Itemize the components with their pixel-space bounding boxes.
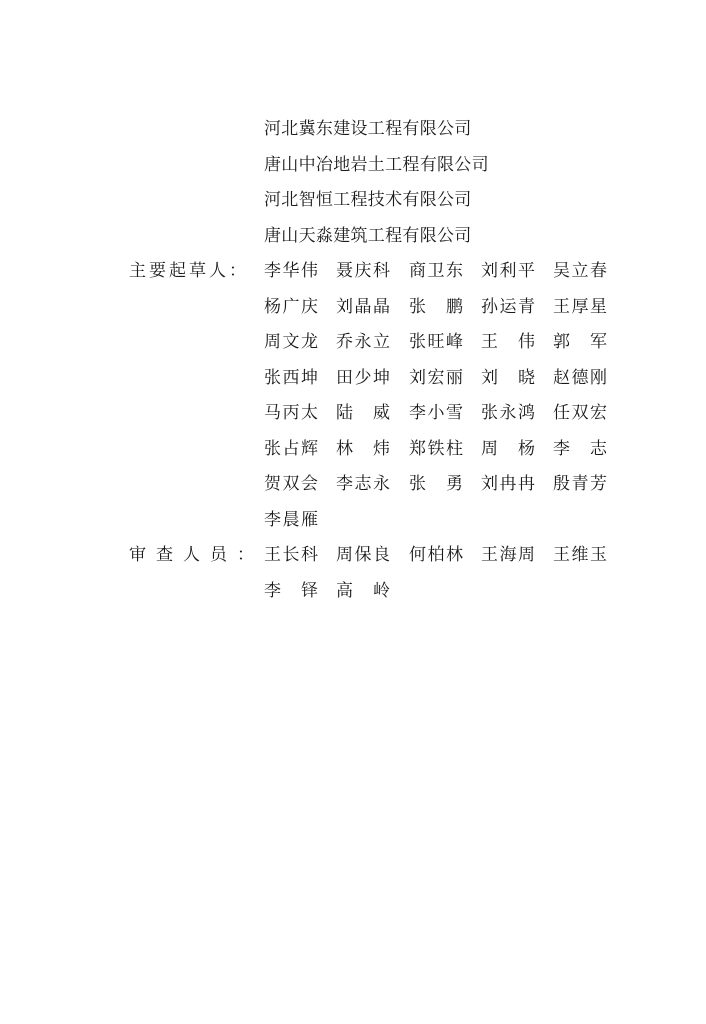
person-name: 李华伟 xyxy=(264,261,318,281)
name-row xyxy=(264,367,624,403)
person-name: 王海周 xyxy=(481,545,535,565)
person-name: 李 志 xyxy=(553,438,607,459)
organization-item: 河北冀东建设工程有限公司 xyxy=(264,119,472,139)
organization-list xyxy=(264,118,489,260)
person-name: 李小雪 xyxy=(409,403,463,423)
person-name: 殷青芳 xyxy=(553,474,607,494)
person-name: 周文龙 xyxy=(264,332,318,352)
person-name: 贺双会 xyxy=(264,474,318,494)
person-name: 马丙太 xyxy=(264,403,318,423)
person-name: 郭 军 xyxy=(553,332,607,352)
person-name: 高 岭 xyxy=(336,580,390,601)
organization-item: 唐山天淼建筑工程有限公司 xyxy=(264,225,472,246)
person-name: 张 鹏 xyxy=(409,296,463,317)
person-name: 周 杨 xyxy=(481,438,535,459)
name-row xyxy=(264,509,624,545)
person-name: 李晨雁 xyxy=(264,509,318,530)
person-name: 李志永 xyxy=(336,474,390,494)
person-name: 林 炜 xyxy=(336,438,390,459)
person-name: 何柏林 xyxy=(409,545,463,565)
name-row xyxy=(264,580,624,616)
person-name: 吴立春 xyxy=(553,261,607,281)
person-name: 任双宏 xyxy=(553,403,607,423)
person-name: 张占辉 xyxy=(264,438,318,459)
person-name: 王维玉 xyxy=(553,545,607,565)
name-row xyxy=(264,402,624,438)
reviewers-label: 审查人员： xyxy=(129,545,264,565)
person-name: 孙运青 xyxy=(481,296,535,317)
person-name: 杨广庆 xyxy=(264,296,318,317)
person-name: 郑铁柱 xyxy=(409,438,463,459)
person-name: 李 铎 xyxy=(264,580,318,601)
person-name: 赵德刚 xyxy=(553,367,607,388)
person-name: 张西坤 xyxy=(264,367,318,388)
person-name: 乔永立 xyxy=(336,332,390,352)
drafters-label: 主要起草人： xyxy=(129,261,249,281)
person-name: 刘冉冉 xyxy=(481,474,535,494)
person-name: 陆 威 xyxy=(336,403,390,423)
name-row xyxy=(264,438,624,474)
person-name: 刘 晓 xyxy=(481,367,535,388)
person-name: 张永鸿 xyxy=(481,403,535,423)
person-name: 田少坤 xyxy=(336,367,390,388)
name-row xyxy=(264,331,624,367)
name-row xyxy=(264,544,624,580)
name-row xyxy=(264,260,624,296)
person-name: 刘晶晶 xyxy=(336,296,390,317)
person-name: 商卫东 xyxy=(409,261,463,281)
reviewers-names xyxy=(264,544,624,615)
person-name: 聂庆科 xyxy=(336,261,390,281)
person-name: 周保良 xyxy=(336,545,390,565)
person-name: 刘宏丽 xyxy=(409,367,463,388)
person-name: 王 伟 xyxy=(481,332,535,352)
person-name: 王长科 xyxy=(264,545,318,565)
organization-item: 河北智恒工程技术有限公司 xyxy=(264,190,472,210)
person-name: 王厚星 xyxy=(553,296,607,317)
name-row xyxy=(264,296,624,332)
name-row xyxy=(264,473,624,509)
person-name: 张旺峰 xyxy=(409,332,463,352)
drafters-names xyxy=(264,260,624,544)
person-name: 张 勇 xyxy=(409,474,463,494)
organization-item: 唐山中冶地岩土工程有限公司 xyxy=(264,154,489,175)
person-name: 刘利平 xyxy=(481,261,535,281)
